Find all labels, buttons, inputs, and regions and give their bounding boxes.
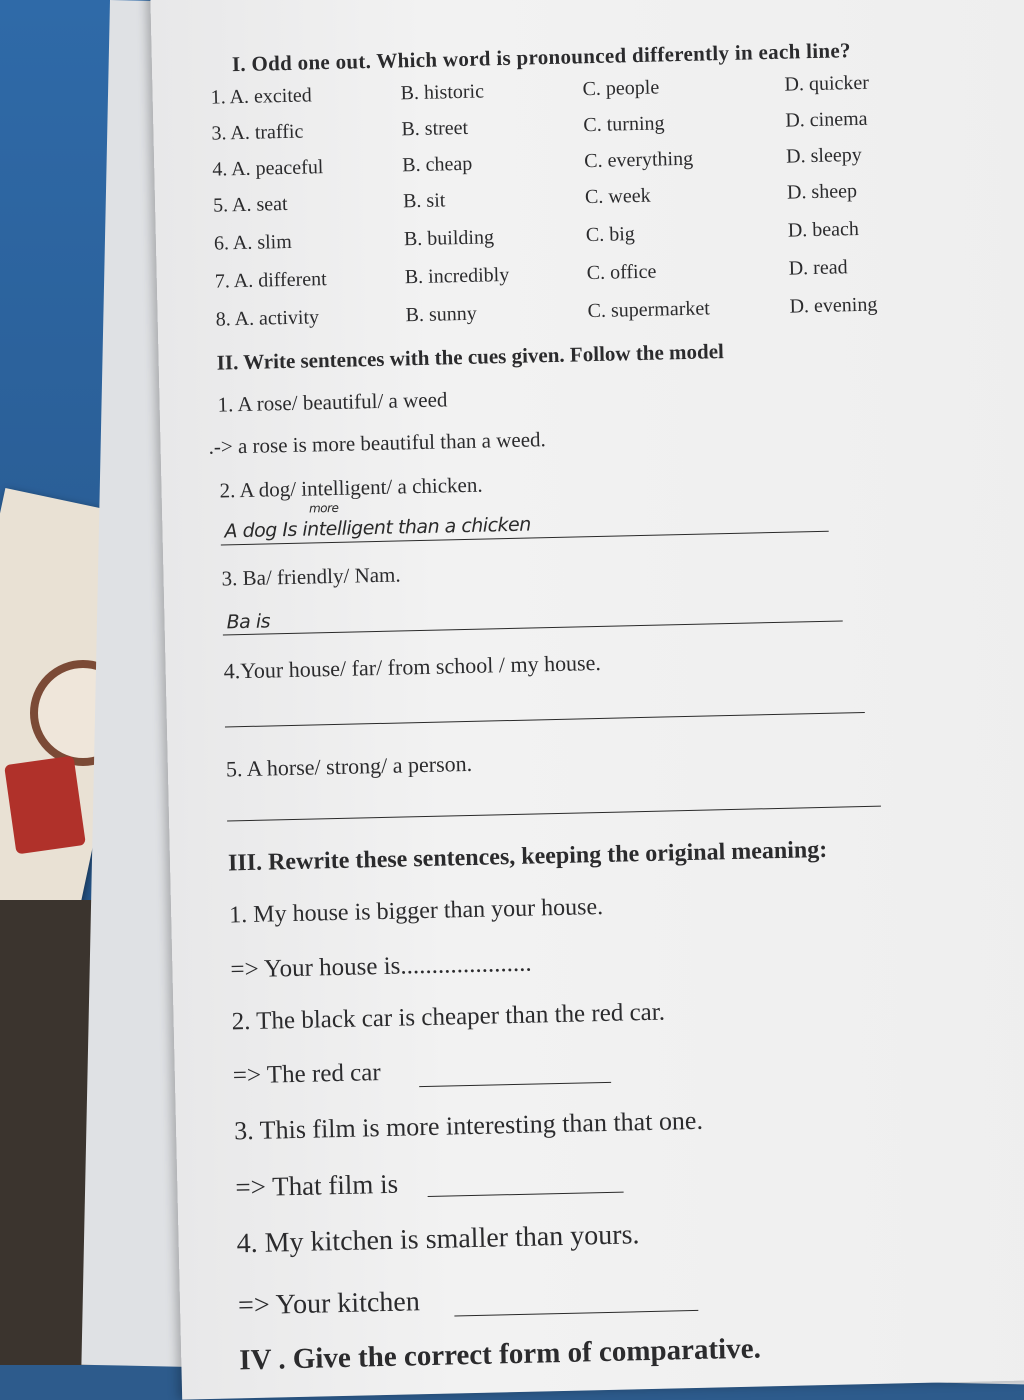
q4-option-c: C. everything [583,147,694,173]
q1-option-d: D. quicker [784,71,870,96]
q6-option-d: D. beach [787,217,860,242]
answer-line-iii-4[interactable] [454,1310,698,1317]
q3-option-d: D. cinema [785,107,868,132]
q6-option-a: 6. A. slim [213,230,293,255]
section-two-item-5: 5. A horse/ strong/ a person. [225,750,473,782]
q5-option-a: 5. A. seat [212,192,288,217]
section-three-item-2: 2. The black car is cheaper than the red car. [231,998,666,1036]
q6-option-c: C. big [585,223,636,247]
answer-line-4[interactable] [225,712,865,728]
section-three-answer-2: => The red car [232,1059,381,1090]
section-three-item-3: 3. This film is more interesting than that one. [233,1105,704,1146]
q4-option-a: 4. A. peaceful [212,156,324,181]
section-two-model-answer: .-> a rose is more beautiful than a weed. [208,427,547,459]
handwritten-answer-3: Ba is [226,610,271,634]
section-two-item-4: 4.Your house/ far/ from school / my house. [223,649,602,684]
section-two-item-1: 1. A rose/ beautiful/ a weed [217,387,448,417]
q1-option-c: C. people [582,76,660,101]
answer-line-iii-3[interactable] [428,1192,624,1197]
q8-option-a: 8. A. activity [215,306,320,331]
section-two-item-3: 3. Ba/ friendly/ Nam. [221,562,401,591]
q6-option-b: B. building [403,226,495,251]
section-two-item-2: 2. A dog/ intelligent/ a chicken. [219,472,483,503]
q8-option-d: D. evening [789,293,878,318]
section-four-title: IV . Give the correct form of comparative. [238,1332,762,1377]
q7-option-d: D. read [788,256,848,280]
section-three-answer-1: => Your house is..................... [230,949,532,984]
section-three-answer-4: => Your kitchen [237,1286,421,1322]
q7-option-a: 7. A. different [214,268,327,293]
answer-line-3[interactable] [223,620,843,635]
section-three-item-4: 4. My kitchen is smaller than yours. [236,1219,640,1260]
section-three-answer-3: => That film is [235,1168,399,1203]
q7-option-b: B. incredibly [404,263,510,289]
q3-option-a: 3. A. traffic [211,120,304,145]
q3-option-b: B. street [401,116,469,141]
q7-option-c: C. office [586,260,657,285]
q3-option-c: C. turning [583,112,665,137]
section-three-title: III. Rewrite these sentences, keeping the original meaning: [227,836,828,877]
book-cover-logo [4,756,86,855]
q4-option-b: B. cheap [402,152,473,177]
q4-option-d: D. sleepy [785,143,862,168]
q1-option-a: 1. A. excited [210,84,313,109]
section-one-title: I. Odd one out. Which word is pronounced differently in each line? [231,38,852,77]
q1-option-b: B. historic [400,80,485,105]
answer-line-iii-2[interactable] [419,1082,611,1087]
q5-option-d: D. sheep [786,180,858,204]
answer-line-5[interactable] [227,806,881,822]
q8-option-c: C. supermarket [587,297,711,323]
worksheet-page [150,0,1024,1400]
q5-option-c: C. week [584,184,651,209]
section-three-item-1: 1. My house is bigger than your house. [228,893,604,929]
q5-option-b: B. sit [402,189,446,213]
handwritten-answer-2: A dog Is intelligent than a chicken [224,513,531,543]
section-two-title: II. Write sentences with the cues given. Follow the model [216,339,725,375]
q8-option-b: B. sunny [405,302,478,327]
handwritten-insert-more: more [308,500,339,516]
